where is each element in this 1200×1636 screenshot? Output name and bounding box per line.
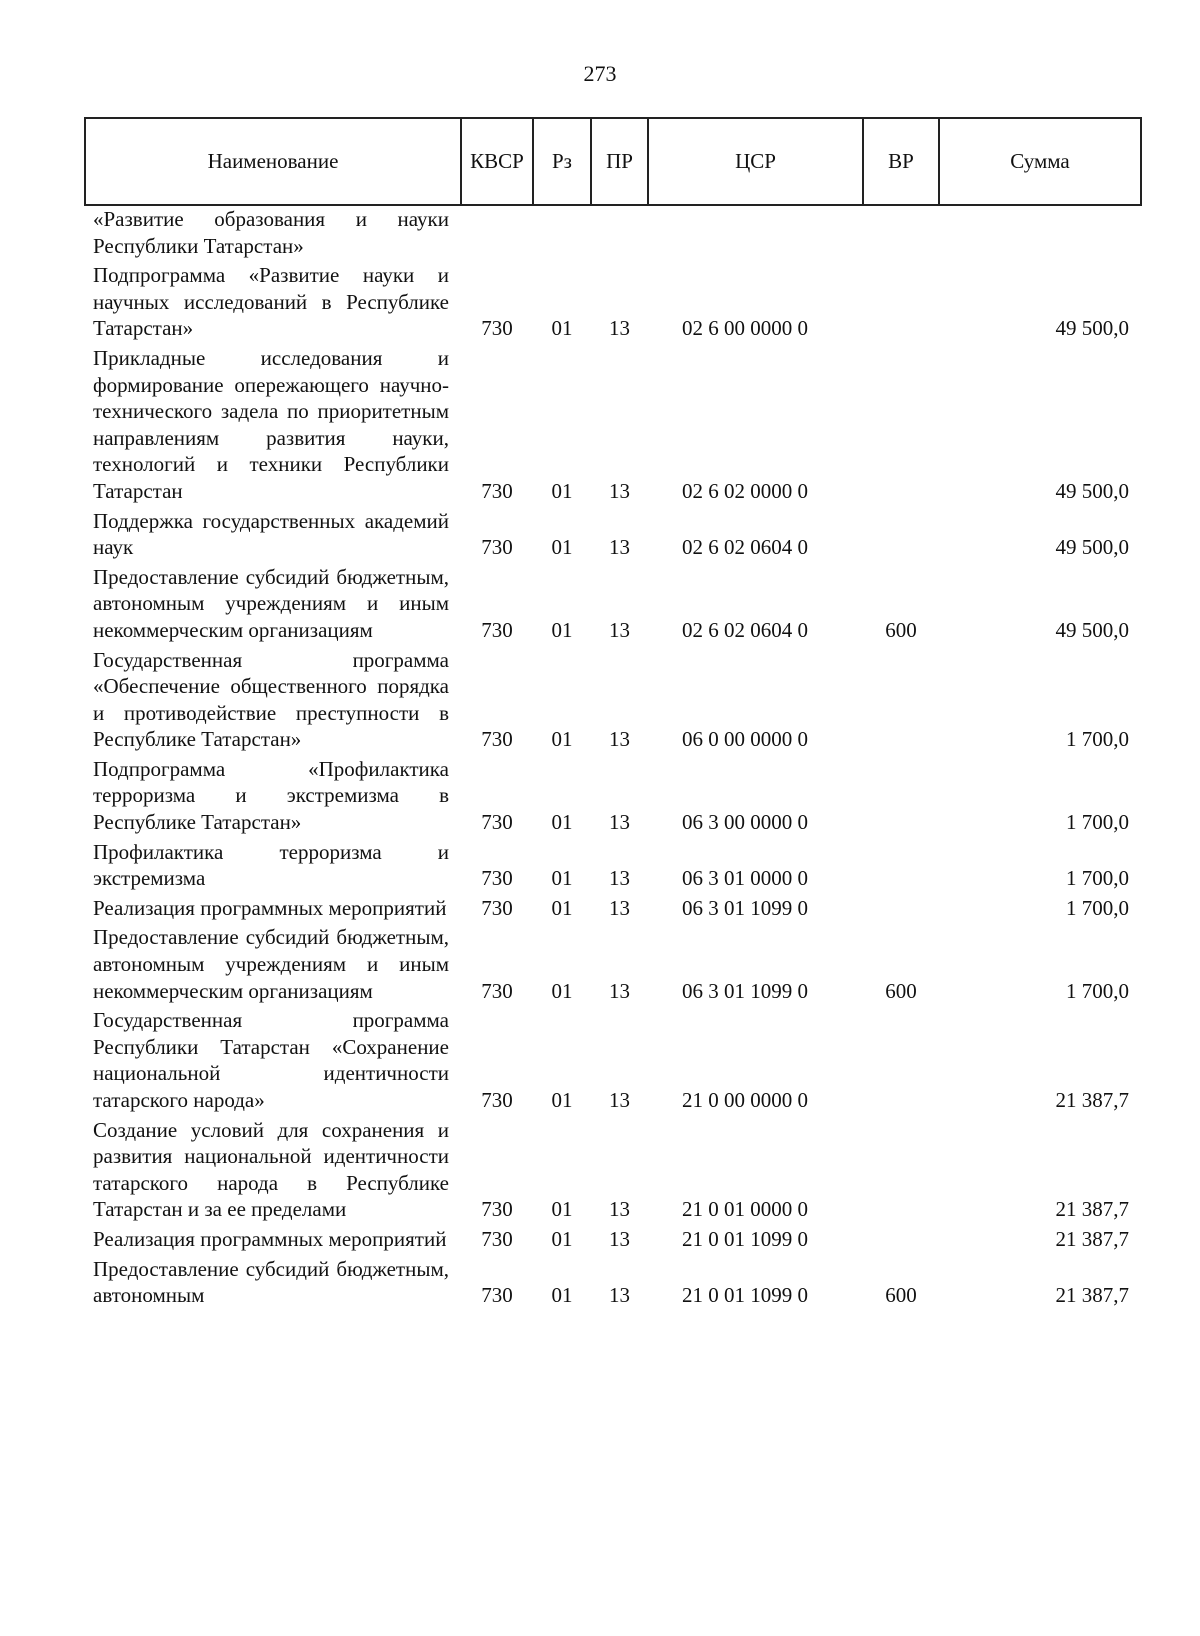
cell-csr: 06 3 01 0000 0 <box>682 866 808 891</box>
cell-name: Предоставление субсидий бюджетным, автономным <box>93 1256 449 1308</box>
cell-rz: 01 <box>551 1283 573 1308</box>
cell-sum: 21 387,7 <box>1055 1197 1129 1222</box>
table-row <box>85 921 1141 1004</box>
cell-sum: 49 500,0 <box>1055 316 1129 341</box>
cell-name: Подпрограмма «Развитие науки и научных исследований в Республике Татарстан» <box>93 263 449 341</box>
cell-kvsr: 730 <box>481 478 513 503</box>
table-row <box>85 753 1141 836</box>
cell-csr: 06 3 00 0000 0 <box>682 810 808 835</box>
cell-vr <box>863 1223 939 1253</box>
cell-pr: 13 <box>609 316 630 341</box>
cell-pr: 13 <box>609 1283 630 1308</box>
cell-pr: 13 <box>609 478 630 503</box>
cell-rz: 01 <box>551 895 573 920</box>
cell-rz: 01 <box>551 866 573 891</box>
cell-csr: 06 0 00 0000 0 <box>682 727 808 752</box>
cell-pr: 13 <box>609 895 630 920</box>
cell-csr: 21 0 00 0000 0 <box>682 1088 808 1112</box>
cell-kvsr: 730 <box>481 1197 513 1222</box>
cell-pr: 13 <box>609 727 630 752</box>
table-row <box>85 644 1141 753</box>
cell-csr: 21 0 01 0000 0 <box>682 1197 808 1222</box>
cell-vr <box>863 1004 939 1113</box>
cell-pr <box>591 205 648 259</box>
header-kvsr: КВСР <box>461 118 533 205</box>
cell-name: Государственная программа Республики Татарстан «Сохранение национальной идентичности татарского народа» <box>93 1008 449 1112</box>
cell-rz: 01 <box>551 978 573 1003</box>
cell-kvsr: 730 <box>481 535 513 560</box>
table-body <box>85 205 1141 1309</box>
cell-vr: 600 <box>885 978 917 1003</box>
cell-vr: 600 <box>885 617 917 642</box>
cell-kvsr: 730 <box>481 895 513 920</box>
cell-name: Предоставление субсидий бюджетным, автономным учреждениям и иным некоммерческим организациям <box>93 925 449 1003</box>
cell-sum: 49 500,0 <box>1055 617 1129 642</box>
table-row <box>85 1253 1141 1309</box>
cell-kvsr: 730 <box>481 1088 513 1112</box>
cell-sum: 1 700,0 <box>1066 727 1129 752</box>
cell-rz: 01 <box>551 810 573 835</box>
cell-pr: 13 <box>609 866 630 891</box>
cell-vr <box>863 753 939 836</box>
cell-name: Государственная программа «Обеспечение общественного порядка и противодействие преступности в Республике Татарстан» <box>93 647 449 752</box>
cell-kvsr: 730 <box>481 1283 513 1308</box>
cell-rz: 01 <box>551 1226 573 1251</box>
table-row <box>85 1004 1141 1113</box>
cell-name: Профилактика терроризма и экстремизма <box>93 839 449 891</box>
cell-kvsr: 730 <box>481 617 513 642</box>
cell-vr <box>863 1114 939 1223</box>
cell-vr <box>863 836 939 892</box>
cell-sum: 1 700,0 <box>1066 810 1129 835</box>
cell-pr: 13 <box>609 1197 630 1222</box>
cell-sum: 21 387,7 <box>1055 1283 1129 1308</box>
cell-rz: 01 <box>551 1197 573 1222</box>
cell-pr: 13 <box>609 1088 630 1112</box>
cell-sum: 49 500,0 <box>1055 535 1129 560</box>
cell-pr: 13 <box>609 1226 630 1251</box>
cell-csr: 02 6 02 0604 0 <box>682 617 808 642</box>
cell-csr: 21 0 01 1099 0 <box>682 1283 808 1308</box>
cell-csr: 21 0 01 1099 0 <box>682 1226 808 1251</box>
header-csr: ЦСР <box>648 118 863 205</box>
header-sum: Сумма <box>939 118 1141 205</box>
cell-rz: 01 <box>551 535 573 560</box>
cell-csr: 02 6 02 0000 0 <box>682 478 808 503</box>
table-row <box>85 259 1141 342</box>
cell-sum: 1 700,0 <box>1066 866 1129 891</box>
cell-kvsr <box>461 205 533 259</box>
cell-rz: 01 <box>551 478 573 503</box>
cell-name: Поддержка государственных академий наук <box>93 508 449 560</box>
cell-vr <box>863 505 939 561</box>
cell-pr: 13 <box>609 978 630 1003</box>
cell-name: Подпрограмма «Профилактика терроризма и экстремизма в Республике Татарстан» <box>93 756 449 835</box>
cell-vr <box>863 259 939 342</box>
cell-kvsr: 730 <box>481 978 513 1003</box>
cell-name: «Развитие образования и науки Республики Татарстан» <box>93 207 449 258</box>
header-row <box>85 118 1141 205</box>
cell-kvsr: 730 <box>481 866 513 891</box>
cell-rz: 01 <box>551 727 573 752</box>
cell-sum <box>939 205 1141 259</box>
table-row <box>85 342 1141 505</box>
header-rz: Рз <box>533 118 591 205</box>
cell-sum: 1 700,0 <box>1066 895 1129 920</box>
cell-pr: 13 <box>609 617 630 642</box>
cell-kvsr: 730 <box>481 1226 513 1251</box>
table-row <box>85 505 1141 561</box>
page-number: 273 <box>583 61 617 86</box>
cell-pr: 13 <box>609 810 630 835</box>
cell-csr: 02 6 00 0000 0 <box>682 316 808 341</box>
cell-name: Предоставление субсидий бюджетным, автономным учреждениям и иным некоммерческим организациям <box>93 564 449 642</box>
table-row <box>85 1114 1141 1223</box>
cell-rz: 01 <box>551 316 573 341</box>
cell-sum: 21 387,7 <box>1055 1226 1129 1251</box>
cell-csr <box>648 205 863 259</box>
table-row <box>85 205 1141 259</box>
header-pr: ПР <box>591 118 648 205</box>
cell-vr <box>863 342 939 505</box>
cell-sum: 49 500,0 <box>1055 478 1129 503</box>
table-header <box>85 118 1141 205</box>
table-row <box>85 1223 1141 1253</box>
cell-pr: 13 <box>609 535 630 560</box>
cell-csr: 02 6 02 0604 0 <box>682 535 808 560</box>
table-row <box>85 561 1141 644</box>
cell-sum: 21 387,7 <box>1055 1088 1129 1112</box>
cell-csr: 06 3 01 1099 0 <box>682 895 808 920</box>
cell-name: Реализация программных мероприятий <box>93 895 447 920</box>
cell-rz: 01 <box>551 617 573 642</box>
cell-kvsr: 730 <box>481 810 513 835</box>
table-row <box>85 836 1141 892</box>
cell-vr <box>863 205 939 259</box>
cell-sum: 1 700,0 <box>1066 978 1129 1003</box>
budget-table <box>84 117 1142 1309</box>
cell-rz: 01 <box>551 1088 573 1112</box>
cell-kvsr: 730 <box>481 316 513 341</box>
cell-rz <box>533 205 591 259</box>
header-vr: ВР <box>863 118 939 205</box>
table-row <box>85 892 1141 922</box>
cell-name: Создание условий для сохранения и развития национальной идентичности татарского народа в Республике Татарстан и за ее пределами <box>93 1117 449 1222</box>
cell-csr: 06 3 01 1099 0 <box>682 978 808 1003</box>
cell-vr: 600 <box>885 1283 917 1308</box>
cell-name: Реализация программных мероприятий <box>93 1226 447 1251</box>
cell-vr <box>863 892 939 922</box>
cell-vr <box>863 644 939 753</box>
header-name: Наименование <box>85 118 461 205</box>
cell-name: Прикладные исследования и формирование опережающего научно-технического задела по приоритетным направлениям развития науки, технологий и техники Республики Татарстан <box>93 345 449 503</box>
cell-kvsr: 730 <box>481 727 513 752</box>
